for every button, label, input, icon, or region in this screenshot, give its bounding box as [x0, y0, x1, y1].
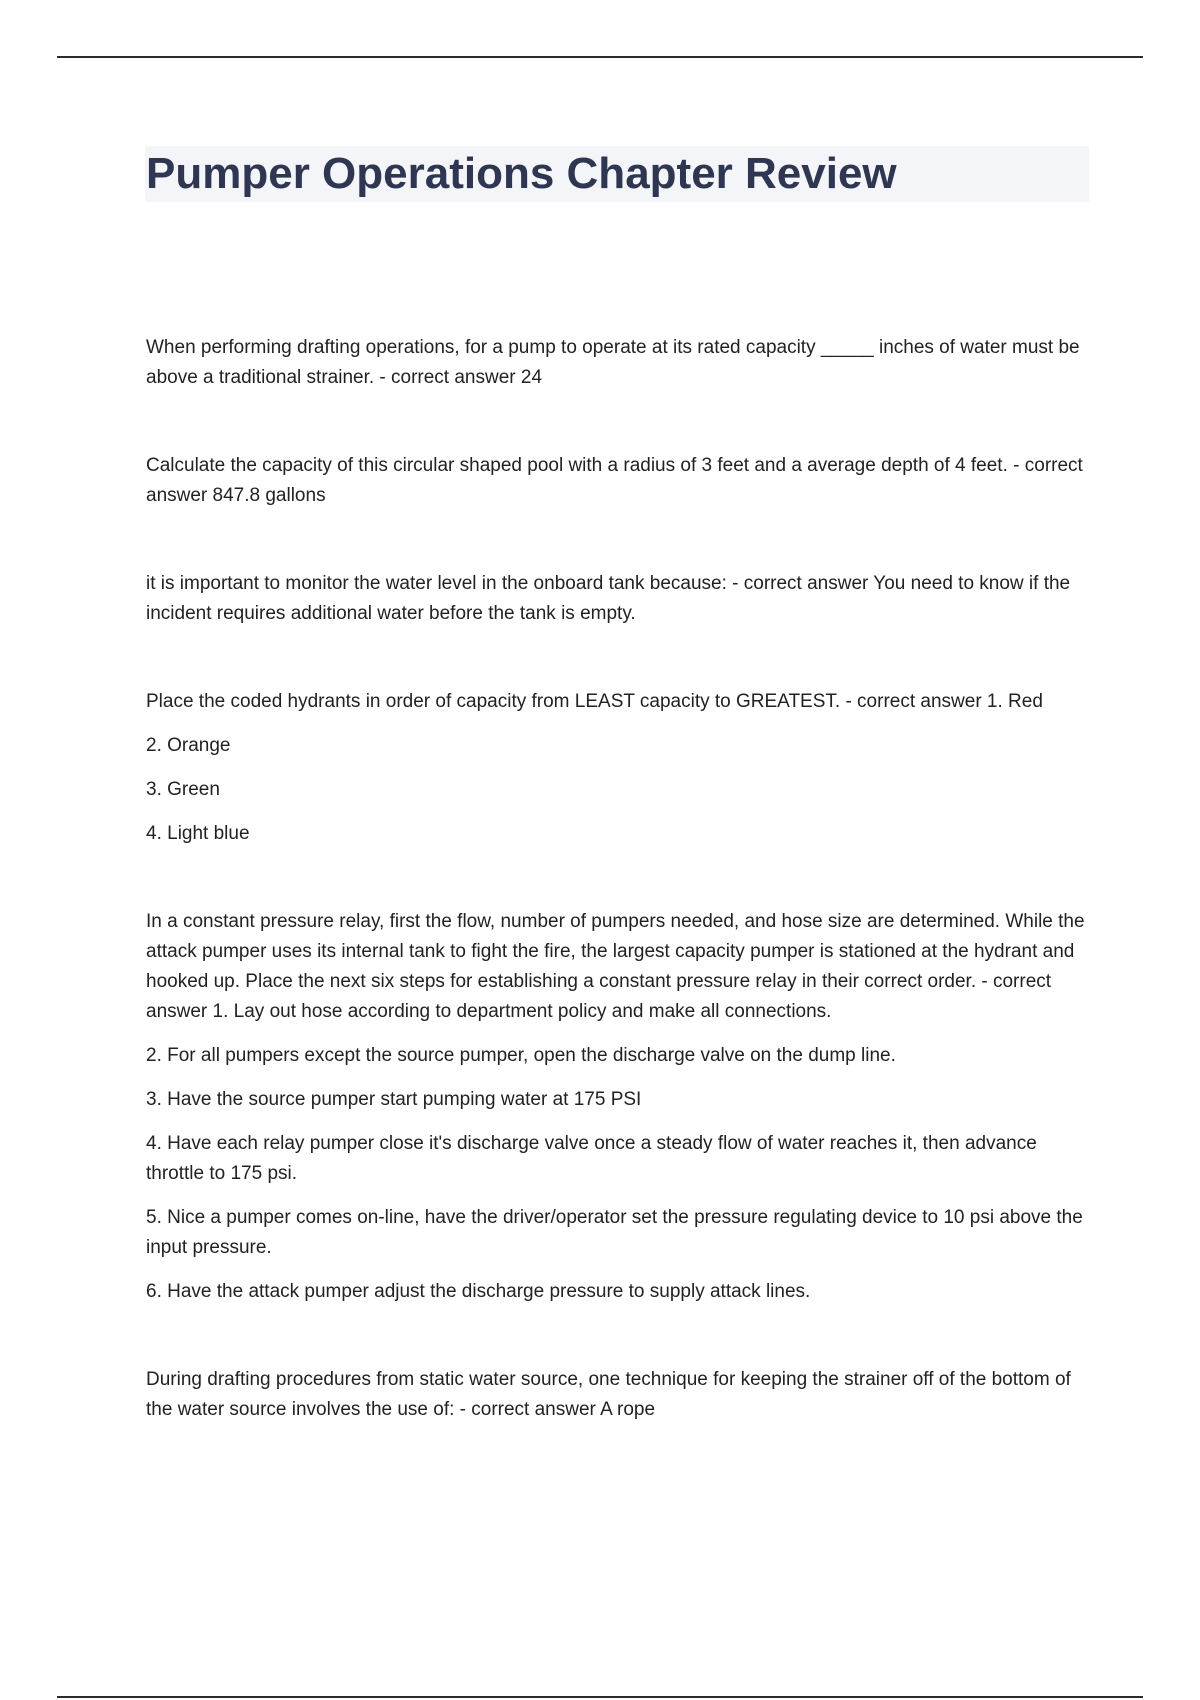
document-body — [146, 333, 1090, 1483]
qa-list-line: 4. Have each relay pumper close it's discharge valve once a steady flow of water reaches it, then advance throttle to 175 psi. — [146, 1133, 1037, 1184]
qa-paragraph: it is important to monitor the water level in the onboard tank because: - correct answer You need to know if the incident requires additional water before the tank is empty. — [146, 573, 1071, 624]
qa-item — [146, 569, 1090, 629]
qa-item — [146, 1365, 1090, 1425]
qa-item — [146, 907, 1090, 1307]
qa-paragraph: When performing drafting operations, for a pump to operate at its rated capacity _____ inches of water must be above a traditional strainer. - correct answer 24 — [146, 337, 1080, 388]
qa-list-line: 3. Have the source pumper start pumping water at 175 PSI — [146, 1089, 642, 1110]
qa-item — [146, 333, 1090, 393]
qa-list-line: 4. Light blue — [146, 823, 250, 844]
qa-paragraph: Place the coded hydrants in order of capacity from LEAST capacity to GREATEST. - correct answer 1. Red — [146, 691, 1043, 712]
page-title: Pumper Operations Chapter Review — [146, 149, 897, 198]
qa-paragraph: In a constant pressure relay, first the flow, number of pumpers needed, and hose size are determined. While the attack pumper uses its internal tank to fight the fire, the largest capacity pumper is stationed at the hydrant and hooked up. Place the next six steps for establishing a constant pressure relay in their correct order. - correct answer 1. Lay out hose according to department policy and make all connections. — [146, 911, 1085, 1022]
bottom-rule — [57, 1696, 1143, 1698]
qa-list-line: 2. For all pumpers except the source pumper, open the discharge valve on the dump line. — [146, 1045, 896, 1066]
qa-list-line: 6. Have the attack pumper adjust the discharge pressure to supply attack lines. — [146, 1281, 811, 1302]
qa-list-line: 3. Green — [146, 779, 220, 800]
top-rule — [57, 56, 1143, 58]
qa-paragraph: Calculate the capacity of this circular shaped pool with a radius of 3 feet and a average depth of 4 feet. - correct answer 847.8 gallons — [146, 455, 1083, 506]
qa-paragraph: During drafting procedures from static water source, one technique for keeping the strainer off of the bottom of the water source involves the use of: - correct answer A rope — [146, 1369, 1071, 1420]
qa-list-line: 2. Orange — [146, 735, 231, 756]
qa-list-line: 5. Nice a pumper comes on-line, have the driver/operator set the pressure regulating device to 10 psi above the input pressure. — [146, 1207, 1083, 1258]
qa-item — [146, 451, 1090, 511]
qa-item — [146, 687, 1090, 849]
